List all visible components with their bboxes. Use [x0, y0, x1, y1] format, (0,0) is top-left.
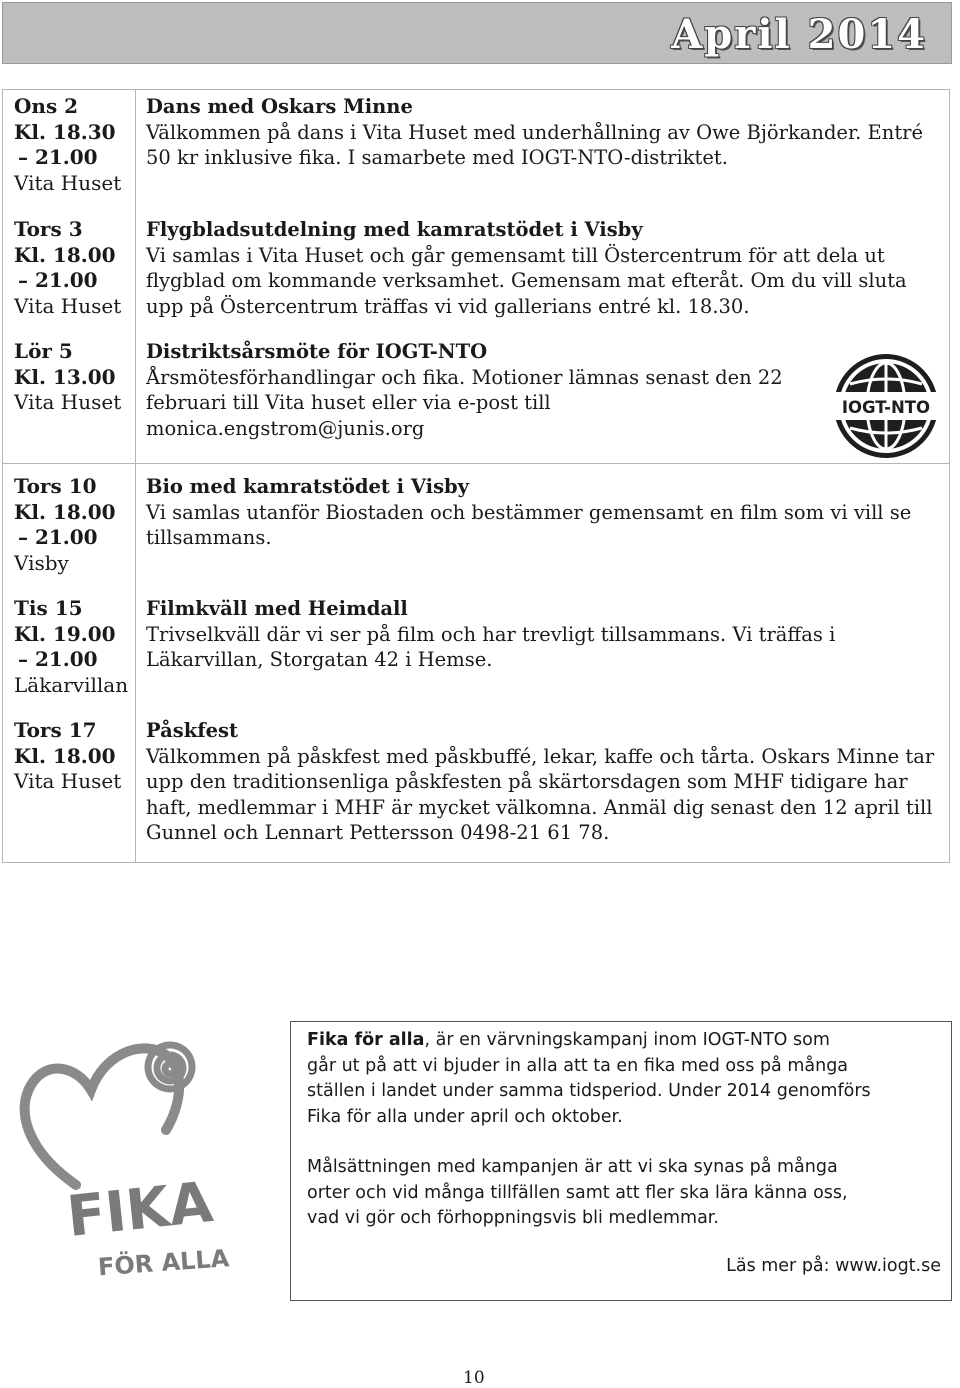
- event-text-line: Gunnel och Lennart Pettersson 0498-21 61 78.: [146, 821, 610, 844]
- event-time: Kl. 18.00: [14, 242, 116, 267]
- info-lead-bold: Fika för alla: [307, 1030, 425, 1050]
- event-email: monica.engstrom@junis.org: [146, 416, 425, 440]
- event-day: Lör 5: [14, 339, 73, 363]
- event-text-line: upp på Östercentrum träffas vi vid gallerians entré kl. 18.30.: [146, 294, 750, 318]
- event-end-time: – 21.00: [18, 145, 98, 169]
- iogt-nto-logo-text: IOGT-NTO: [841, 398, 931, 417]
- fika-logo-subtext: FÖR ALLA: [97, 1244, 231, 1282]
- event-place: Läkarvillan: [14, 672, 129, 697]
- info-line: , är en värvningskampanj inom IOGT-NTO som: [424, 1030, 830, 1050]
- info-line: går ut på att vi bjuder in alla att ta en fika med oss på många: [307, 1055, 849, 1076]
- event-title: Flygbladsutdelning med kamratstödet i Visby: [146, 218, 643, 241]
- event-schedule-table: [2, 89, 950, 863]
- event-time: Kl. 18.00: [14, 743, 116, 768]
- event-text-line: Vi samlas utanför Biostaden och bestämmer gemensamt en film som vi vill se: [146, 500, 912, 524]
- event-description: [146, 217, 907, 319]
- event-place: Vita Huset: [14, 170, 122, 195]
- event-text-line: Trivselkväll där vi ser på film och har trevligt tillsammans. Vi träffas i: [146, 622, 836, 646]
- info-line: ställen i landet under samma tidsperiod. Under 2014 genomförs: [307, 1081, 871, 1102]
- month-title: April 2014: [671, 11, 927, 58]
- info-line: Fika för alla under april och oktober.: [307, 1106, 623, 1127]
- read-more-link[interactable]: Läs mer på: www.iogt.se: [726, 1256, 941, 1276]
- event-day: Tors 17: [14, 718, 97, 742]
- column-divider: [135, 90, 136, 862]
- event-time: Kl. 18.00: [14, 499, 116, 524]
- event-text-line: Välkommen på dans i Vita Huset med underhållning av Owe Björkander. Entré: [146, 120, 924, 144]
- event-time: Kl. 18.30: [14, 119, 116, 144]
- fika-for-alla-logo: [6, 1020, 246, 1290]
- event-day: Ons 2: [14, 94, 79, 118]
- info-paragraph-2: [307, 1155, 922, 1232]
- event-place: Vita Huset: [14, 293, 122, 318]
- event-title: Filmkväll med Heimdall: [146, 597, 408, 620]
- event-text-line: flygblad om kommande verksamhet. Gemensam mat efteråt. Om du vill sluta: [146, 269, 907, 292]
- row-divider: [3, 463, 949, 464]
- event-when: [14, 94, 134, 196]
- event-time: Kl. 13.00: [14, 364, 116, 389]
- page-number: 10: [463, 1368, 485, 1388]
- event-day: Tors 10: [14, 474, 97, 498]
- event-text-line: haft, medlemmar i MHF är mycket välkomna. Anmäl dig senast den 12 april till: [146, 795, 933, 819]
- info-line: vad vi gör och förhoppningsvis bli medlemmar.: [307, 1208, 719, 1229]
- event-end-time: – 21.00: [18, 647, 98, 671]
- event-when: [14, 339, 134, 416]
- event-place: Vita Huset: [14, 390, 122, 414]
- fika-logo-text: FIKA: [64, 1170, 216, 1250]
- event-when: [14, 596, 134, 698]
- iogt-nto-logo: [832, 352, 940, 460]
- event-description: [146, 339, 783, 441]
- event-text-line: Välkommen på påskfest med påskbuffé, lekar, kaffe och tårta. Oskars Minne tar: [146, 744, 935, 768]
- event-title: Distriktsårsmöte för IOGT-NTO: [146, 340, 488, 363]
- event-end-time: – 21.00: [18, 525, 98, 549]
- event-description: [146, 474, 911, 551]
- event-text-line: tillsammans.: [146, 526, 272, 549]
- event-description: [146, 718, 934, 846]
- event-text-line: 50 kr inklusive fika. I samarbete med IOGT-NTO-distriktet.: [146, 146, 728, 169]
- event-title: Dans med Oskars Minne: [146, 95, 413, 118]
- event-when: [14, 217, 134, 319]
- event-place: Vita Huset: [14, 769, 122, 793]
- event-title: Bio med kamratstödet i Visby: [146, 475, 470, 498]
- event-text-line: Vi samlas i Vita Huset och går gemensamt till Östercentrum för att dela ut: [146, 243, 885, 267]
- event-text-line: upp den traditionsenliga påskfesten på skärtorsdagen som MHF tidigare har: [146, 770, 908, 793]
- event-title: Påskfest: [146, 719, 239, 742]
- fika-info-box: [290, 1021, 952, 1301]
- event-description: [146, 596, 835, 673]
- info-paragraph-1: [307, 1028, 922, 1130]
- event-end-time: – 21.00: [18, 268, 98, 292]
- info-line: Målsättningen med kampanjen är att vi ska synas på många: [307, 1157, 838, 1177]
- event-place: Visby: [14, 550, 69, 575]
- event-when: [14, 474, 134, 576]
- event-text-line: Läkarvillan, Storgatan 42 i Hemse.: [146, 648, 493, 671]
- event-day: Tors 3: [14, 217, 83, 241]
- event-text-line: Årsmötesförhandlingar och fika. Motioner lämnas senast den 22: [146, 365, 783, 389]
- month-header-bar: [2, 2, 952, 64]
- event-text-line: februari till Vita huset eller via e-post till: [146, 391, 551, 414]
- event-time: Kl. 19.00: [14, 621, 116, 646]
- event-when: [14, 718, 134, 795]
- event-day: Tis 15: [14, 596, 83, 620]
- info-line: orter och vid många tillfällen samt att fler ska lära känna oss,: [307, 1182, 848, 1203]
- event-description: [146, 94, 923, 171]
